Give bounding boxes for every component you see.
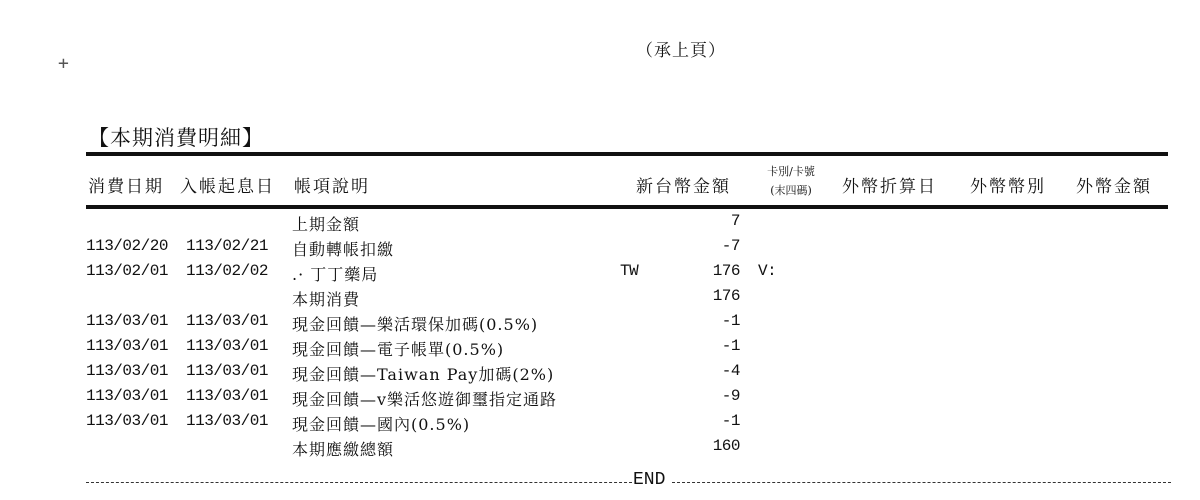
description: 現金回饋—v樂活悠遊御璽指定通路 <box>292 390 558 409</box>
header-txn-date: 消費日期 <box>88 177 164 197</box>
header-post-date: 入帳起息日 <box>180 177 275 197</box>
description: 現金回饋—電子帳單(0.5%) <box>292 340 505 359</box>
table-row <box>0 412 1200 438</box>
continued-label: （承上頁） <box>636 41 726 61</box>
post-date: 113/03/01 <box>186 412 268 430</box>
card-last4: V: <box>758 262 777 280</box>
twd-amount: 176 <box>712 262 740 280</box>
post-date: 113/03/01 <box>186 337 268 355</box>
description: 上期金額 <box>292 215 361 234</box>
end-label: END <box>633 470 666 490</box>
txn-date: 113/03/01 <box>86 337 168 355</box>
table-row <box>0 362 1200 388</box>
post-date: 113/03/01 <box>186 387 268 405</box>
twd-amount: -9 <box>721 387 740 405</box>
twd-amount: -1 <box>721 337 740 355</box>
table-row <box>0 237 1200 263</box>
description: 自動轉帳扣繳 <box>292 240 395 259</box>
table-row <box>0 437 1200 463</box>
header-twd-amount: 新台幣金額 <box>636 177 731 197</box>
section-title: 【本期消費明細】 <box>88 126 264 150</box>
twd-amount: 176 <box>712 287 740 305</box>
description: 現金回饋—樂活環保加碼(0.5%) <box>292 315 539 334</box>
description: 現金回饋—國內(0.5%) <box>292 415 471 434</box>
txn-date: 113/03/01 <box>86 362 168 380</box>
txn-date: 113/02/20 <box>86 237 168 255</box>
header-card <box>756 162 826 200</box>
post-date: 113/02/21 <box>186 237 268 255</box>
header-fx-amount: 外幣金額 <box>1076 177 1152 197</box>
description: 現金回饋—Taiwan Pay加碼(2%) <box>292 365 555 384</box>
header-card-line2: (末四碼) <box>770 184 812 197</box>
header-card-line1: 卡別/卡號 <box>767 165 815 178</box>
end-of-statement-line <box>86 470 1171 494</box>
table-row <box>0 212 1200 238</box>
header-bottom-rule <box>86 205 1168 209</box>
header-fx-date: 外幣折算日 <box>842 177 937 197</box>
header-fx-currency: 外幣幣別 <box>970 177 1046 197</box>
table-row <box>0 387 1200 413</box>
txn-date: 113/03/01 <box>86 387 168 405</box>
header-description: 帳項說明 <box>294 177 370 197</box>
header-top-rule <box>86 152 1168 156</box>
table-row <box>0 287 1200 313</box>
twd-amount: -7 <box>721 237 740 255</box>
end-dash-left <box>86 482 632 483</box>
twd-amount: -1 <box>721 312 740 330</box>
txn-date: 113/03/01 <box>86 412 168 430</box>
table-row <box>0 337 1200 363</box>
description: 本期應繳總額 <box>292 440 395 459</box>
txn-date: 113/02/01 <box>86 262 168 280</box>
twd-amount: 7 <box>730 212 740 230</box>
country-code: TW <box>620 262 639 280</box>
post-date: 113/03/01 <box>186 362 268 380</box>
twd-amount: 160 <box>712 437 740 455</box>
post-date: 113/02/02 <box>186 262 268 280</box>
description: 本期消費 <box>292 290 361 309</box>
description: .· 丁丁藥局 <box>292 265 379 284</box>
end-dash-right <box>672 482 1171 483</box>
twd-amount: -1 <box>721 412 740 430</box>
crosshair-mark: + <box>58 53 69 74</box>
txn-date: 113/03/01 <box>86 312 168 330</box>
table-row <box>0 262 1200 288</box>
post-date: 113/03/01 <box>186 312 268 330</box>
table-row <box>0 312 1200 338</box>
twd-amount: -4 <box>721 362 740 380</box>
